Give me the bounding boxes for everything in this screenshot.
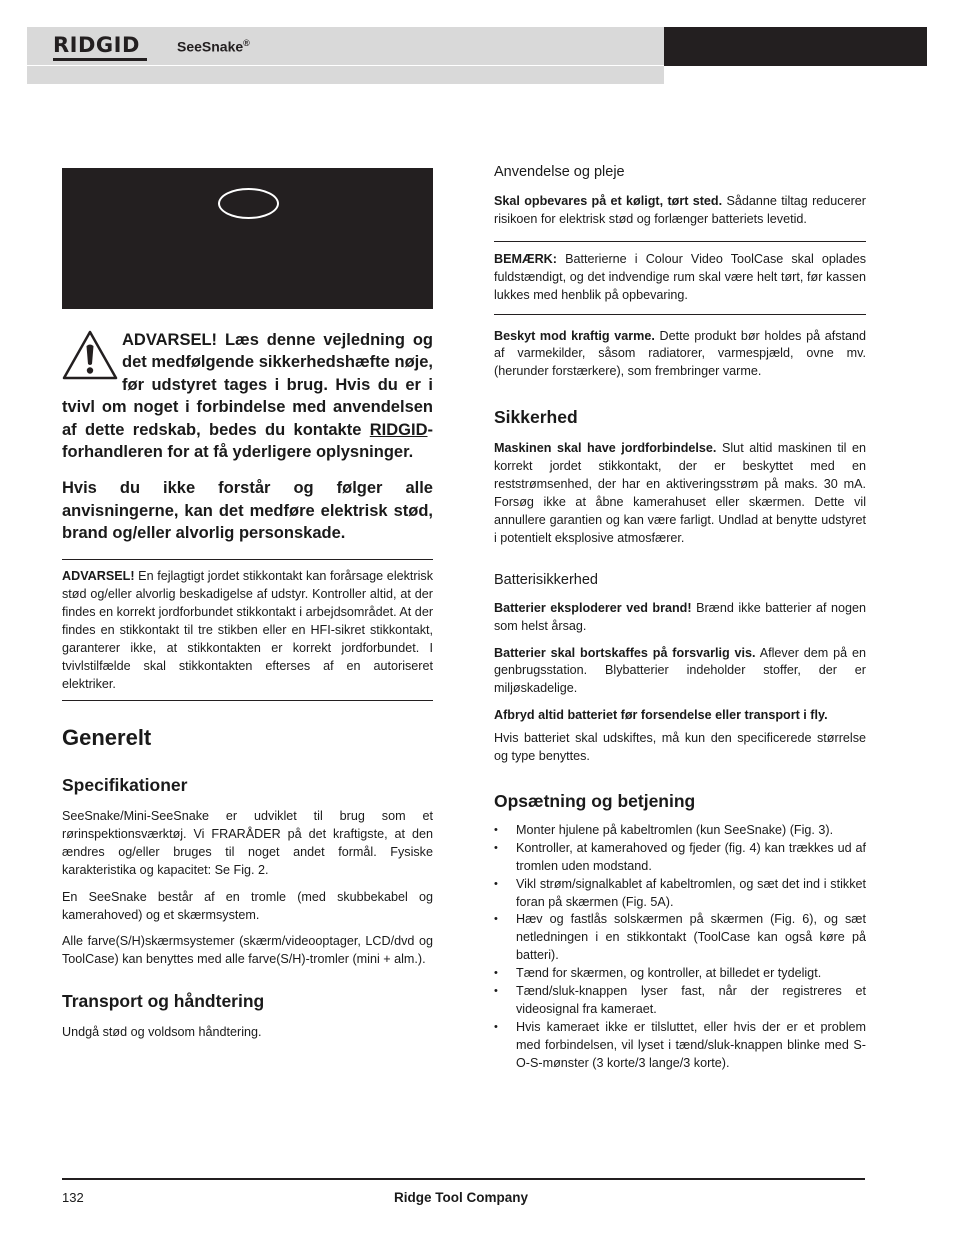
notice-paragraph xyxy=(62,568,433,693)
spec-paragraph-1: SeeSnake/Mini-SeeSnake er udviklet til brug som et rørinspektionsværktøj. Vi FRARÅDER på det kraftigste, at den ændres og/eller bruges til noget andet formål. Fysiske karakteristika og kapacitet: Se Fig. 2. xyxy=(62,809,433,877)
oval-outline xyxy=(218,188,279,219)
safety-paragraph-1 xyxy=(494,440,866,547)
product-name xyxy=(177,38,250,55)
battery-p3-text: Afbryd altid batteriet før forsendelse eller transport i fly. xyxy=(494,708,828,723)
notice-bottom-rule xyxy=(62,700,433,702)
notice-text: En fejlagtigt jordet stikkontakt kan forårsage elektrisk stød og/eller alvorlig beskadigelse af udstyr. Kontroller altid, at der findes en korrekt jordforbundet stikkontakt i arbejdsområdet. At der findes en stikkontakt til tre stikben eller en HFI-sikret stikkontakt, garanterer ikke, at stikkontakten er korrekt jordforbundet. I tvivlstilfælde skal stikkontakten efterses af en autoriseret elektriker. xyxy=(62,569,434,691)
ridgid-logo xyxy=(53,33,147,61)
setup-list xyxy=(494,822,866,1073)
note-paragraph xyxy=(494,251,866,305)
note-bottom-rule xyxy=(494,314,866,315)
care-p2-lead: Beskyt mod kraftig varme. xyxy=(494,328,655,343)
battery-p1-text: Brænd ikke batterier af nogen som helst årsag. xyxy=(494,600,866,633)
footer-rule xyxy=(62,1178,865,1180)
list-item: • Monter hjulene på kabeltromlen (kun SeeSnake) (Fig. 3). xyxy=(494,822,866,840)
care-p2-text: Dette produkt bør holdes på afstand af varmekilder, såsom radiatorer, varmespjæld, ovne mv. (herunder forstærkere), som frembringer varme. xyxy=(494,328,867,379)
heading-specifikationer: Specifikationer xyxy=(62,775,188,795)
left-column xyxy=(62,168,433,1042)
heading-sikkerhed: Sikkerhed xyxy=(494,407,578,428)
main-warning xyxy=(62,329,433,545)
note-lead: BEMÆRK: xyxy=(494,251,557,266)
transport-paragraph: Undgå stød og voldsom håndtering. xyxy=(62,1025,262,1040)
logo-underline xyxy=(53,58,147,61)
note-text: Batterierne i Colour Video ToolCase skal oplades fuldstændigt, og det indvendige rum skal være helt tørt, før kassen lukkes med henblik på opbevaring. xyxy=(494,251,866,302)
heading-batterisikkerhed: Batterisikkerhed xyxy=(494,571,598,588)
list-item: • Tænd/sluk-knappen lyser fast, når der registreres et videosignal fra kameraet. xyxy=(494,983,866,1019)
warning-text-b: -forhandleren for at få yderligere oplysninger. xyxy=(62,420,433,462)
notice-top-rule xyxy=(62,559,433,561)
care-p1-lead: Skal opbevares på et køligt, tørt sted. xyxy=(494,194,723,208)
spec-paragraph-3: Alle farve(S/H)skærmsystemer (skærm/videooptager, LCD/dvd og ToolCase) kan benyttes med alle farve(S/H)-tromler (mini + alm.). xyxy=(62,934,433,967)
company-name: Ridge Tool Company xyxy=(394,1190,528,1205)
battery-p1-lead: Batterier eksploderer ved brand! xyxy=(494,600,692,615)
list-item: • Hæv og fastlås solskærmen på skærmen (Fig. 6), og sæt netledningen i en stikkontakt (ToolCase kan også køre på batteri). xyxy=(494,911,866,965)
list-item: • Kontroller, at kamerahoved og fjeder (fig. 4) kan trækkes ud af tromlen uden modstand. xyxy=(494,840,866,876)
safety-p1-lead: Maskinen skal have jordforbindelse. xyxy=(494,441,717,456)
notice-lead: ADVARSEL! xyxy=(62,569,135,584)
battery-paragraph-2 xyxy=(494,645,866,699)
heading-transport: Transport og håndtering xyxy=(62,991,265,1012)
safety-p1-text: Slut altid maskinen til en korrekt jordet stikkontakt, der er beskyttet med en reststrømsenhed, der har en aktiveringsstrøm på maks. 30 mA. Forsøg ikke at åbne kamerahuset eller skærmen. Dette vil annullere garantien og kan være farligt. Undlad at benytte udstyret i potentielt eksplosive atmosfærer. xyxy=(494,441,867,545)
logo-text: RIDGID xyxy=(53,33,140,57)
list-item: • Hvis kameraet ikke er tilsluttet, eller hvis der er et problem med forbindelsen, vil lyset i tænd/sluk-knappen blinke med S-O-S-mønster (3 korte/3 lange/3 korte). xyxy=(494,1019,866,1073)
right-column xyxy=(494,164,866,1073)
care-paragraph-1 xyxy=(494,193,866,229)
section-title-generelt: Generelt xyxy=(62,725,152,750)
battery-p2-text: Aflever dem på en genbrugsstation. Blybatterier indeholder stoffer, der er miljøskadelige. xyxy=(494,645,866,696)
ridgid-link: RIDGID xyxy=(369,420,428,439)
spec-paragraph-2: En SeeSnake består af en tromle (med skubbekabel og kamerahoved) og et skærmsystem. xyxy=(62,889,433,922)
warning-triangle-icon xyxy=(62,329,118,381)
product-name-text: SeeSnake xyxy=(177,38,244,55)
battery-p2-lead: Batterier skal bortskaffes på forsvarlig vis. xyxy=(494,645,756,660)
warning-paragraph-2: Hvis du ikke forstår og følger alle anvisningerne, kan det medføre elektrisk stød, brand og/eller alvorlig personskade. xyxy=(62,479,433,543)
heading-anvendelse: Anvendelse og pleje xyxy=(494,164,625,180)
battery-paragraph-1 xyxy=(494,600,866,636)
page-number: 132 xyxy=(62,1190,84,1205)
battery-paragraph-3 xyxy=(494,707,866,725)
warning-text-a: Læs denne vejledning og det medfølgende sikkerhedshæfte nøje, før udstyret tages i brug. Hvis du er i tvivl om noget i forbindelse med anvendelsen af dette redskab, bedes du kontakte xyxy=(62,331,433,439)
list-item: • Tænd for skærmen, og kontroller, at billedet er tydeligt. xyxy=(494,965,866,983)
care-paragraph-2 xyxy=(494,328,866,382)
reserved-black-panel xyxy=(62,168,433,309)
warning-lead: ADVARSEL! xyxy=(122,331,218,349)
header-dark-block xyxy=(664,27,927,66)
note-top-rule xyxy=(494,241,866,242)
heading-opsaetning: Opsætning og betjening xyxy=(494,790,696,811)
list-item: • Vikl strøm/signalkablet af kabeltromlen, og sæt det ind i stikket foran på skærmen (Fig. 5A). xyxy=(494,876,866,912)
registered-mark: ® xyxy=(243,38,250,48)
care-p1-text: Sådanne tiltag reducerer risikoen for elektrisk stød og forlænger batteriets levetid. xyxy=(494,194,866,226)
battery-paragraph-4: Hvis batteriet skal udskiftes, må kun den specificerede størrelse og type benyttes. xyxy=(494,731,866,764)
header-divider xyxy=(27,65,664,66)
